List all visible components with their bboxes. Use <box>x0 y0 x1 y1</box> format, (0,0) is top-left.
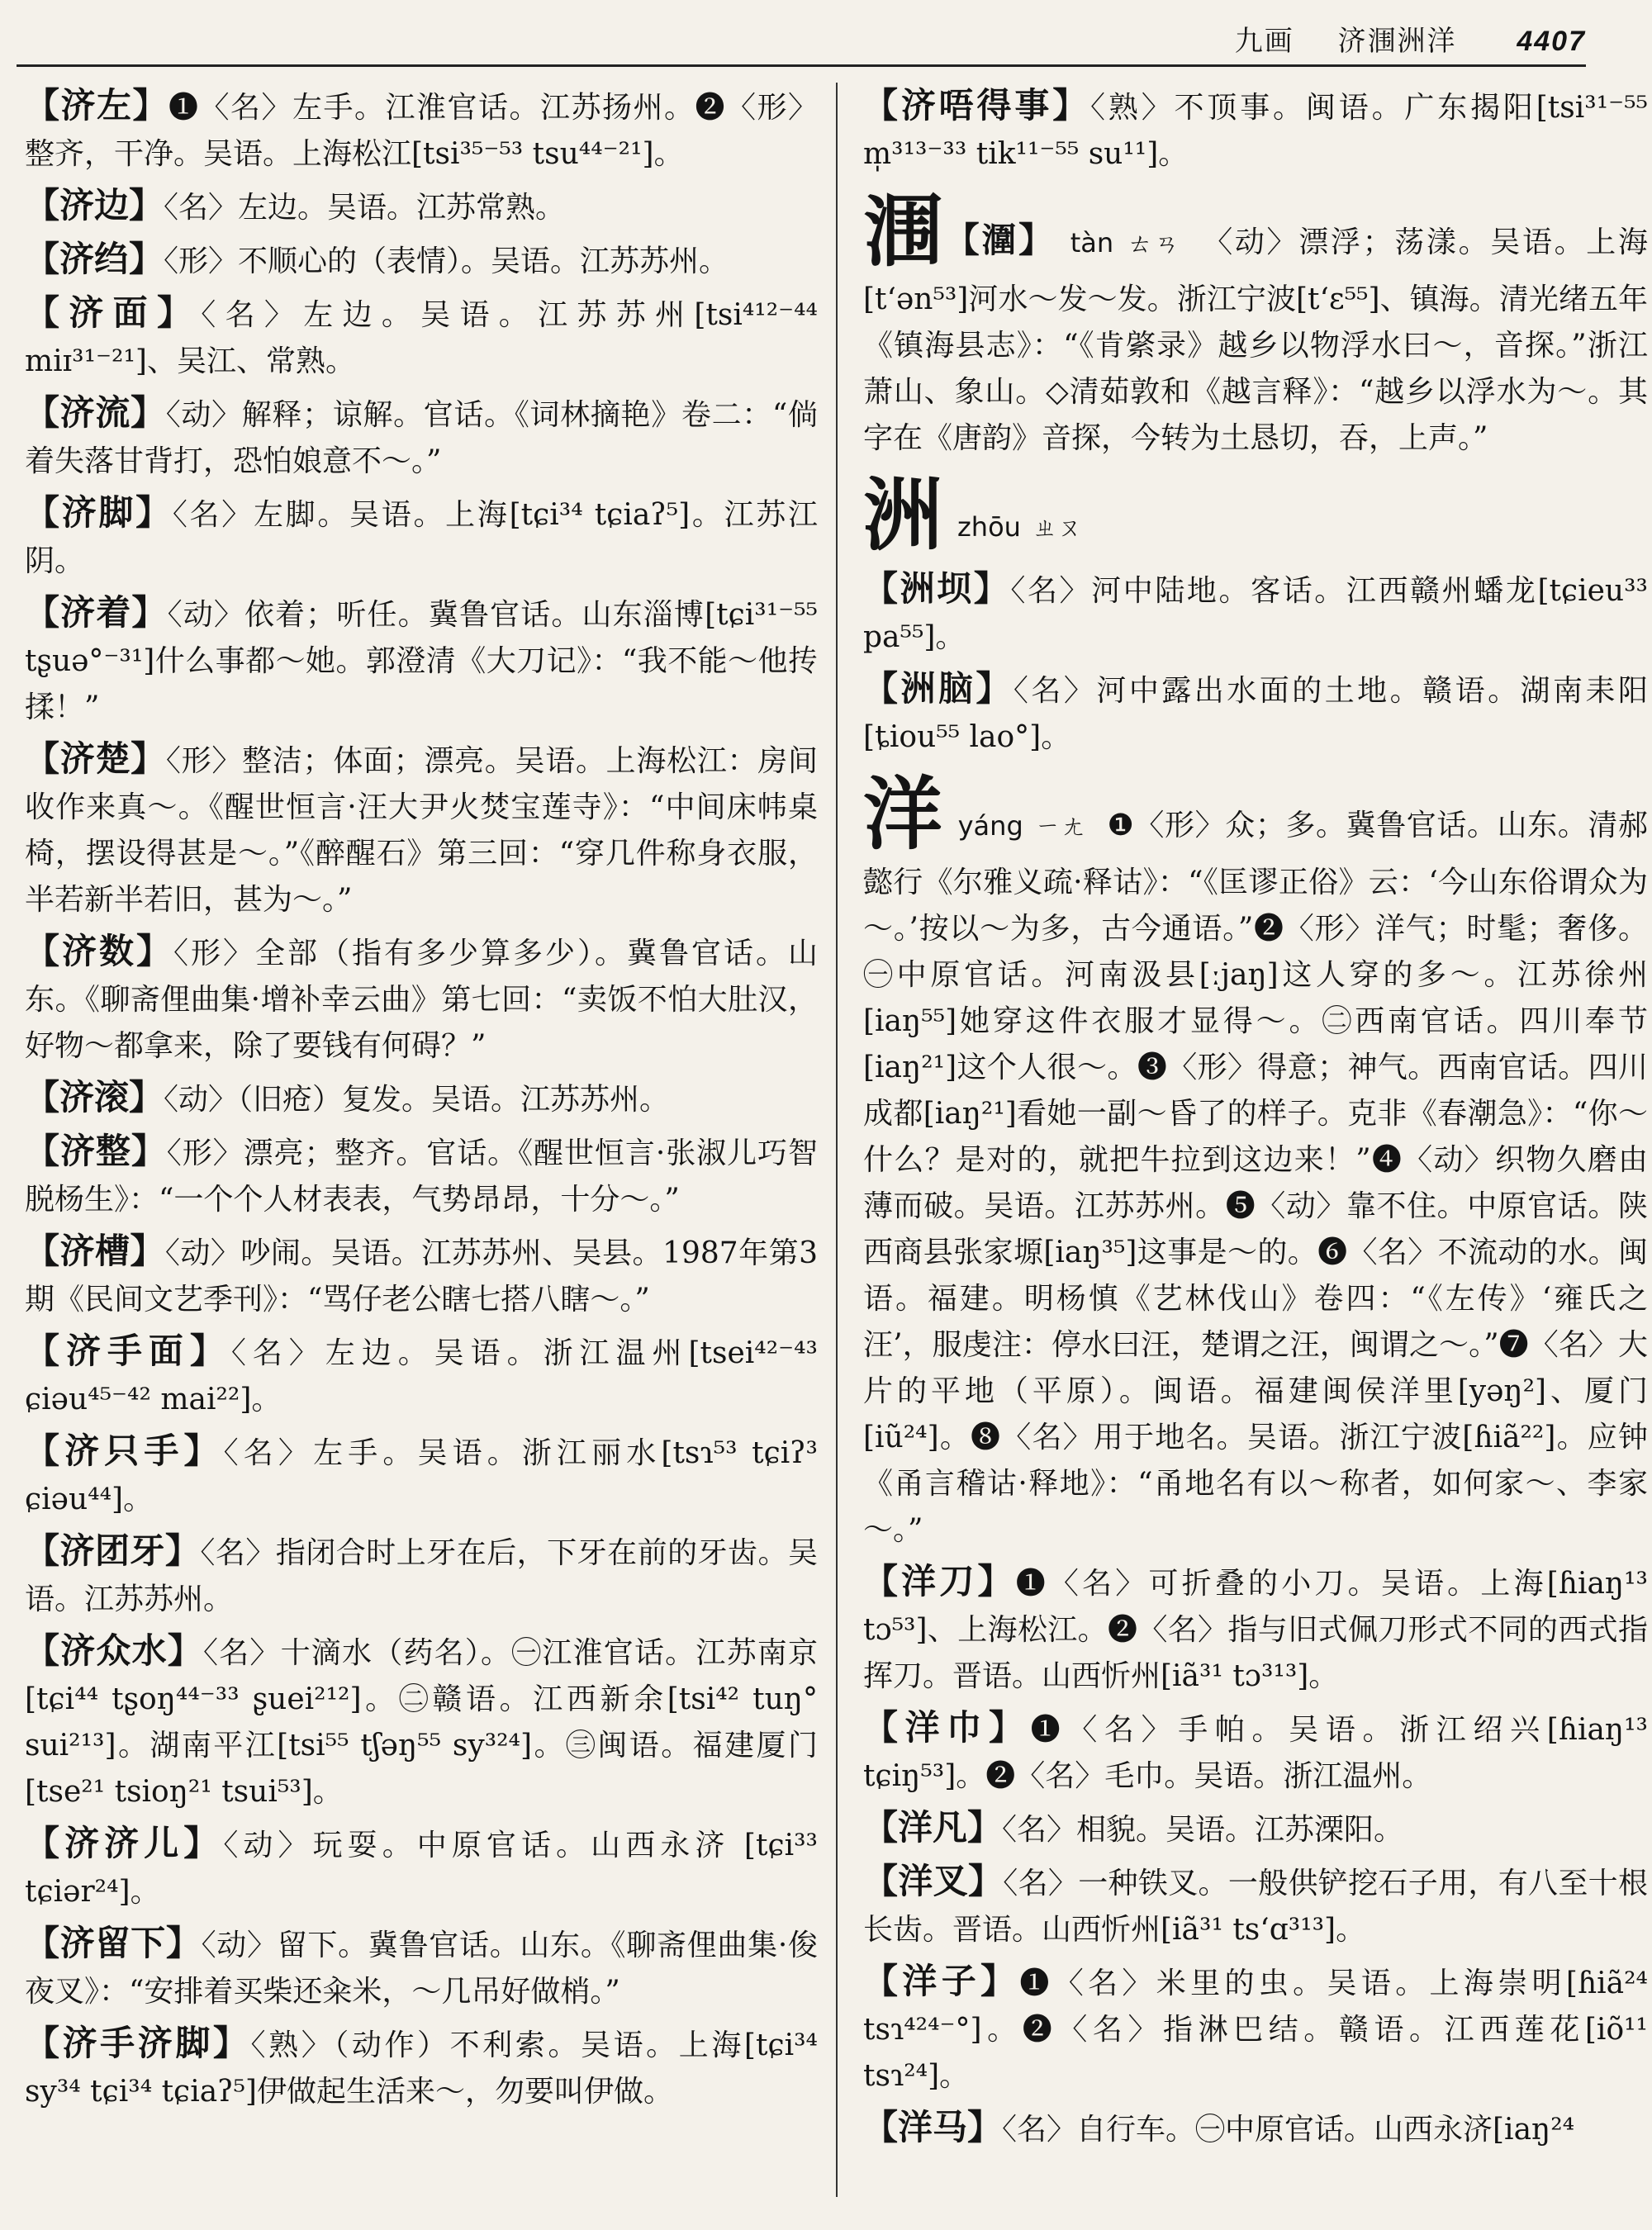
definition: 〈名〉左边。吴语。浙江温州[tsei⁴²⁻⁴³ ɕiəu⁴⁵⁻⁴² mai²²]。 <box>25 1336 818 1416</box>
headword: 【济边】 <box>25 185 164 225</box>
definition: 〈形〉全部（指有多少算多少）。冀鲁官话。山东。《聊斋俚曲集·增补幸云曲》第七回：“卖饭不怕大肚汉，好物～都拿来，除了要钱有何碍？” <box>25 937 818 1063</box>
dictionary-entry <box>863 83 1648 178</box>
running-header <box>1235 18 1586 59</box>
definition: 〈动〉漂浮；荡漾。吴语。上海[t‘ən⁵³]河水～发～发。浙江宁波[t‘ɛ⁵⁵]、镇海。清光绪五年《镇海县志》：“《肯綮录》越乡以物浮水曰～，音探。”浙江萧山、象山。◇清茹敦和《越言释》：“越乡以浮水为～。其字在《唐韵》音探，今转为土恳切，吞，上声。” <box>863 225 1648 455</box>
headword: 【济左】 <box>25 85 169 126</box>
right-column <box>863 83 1648 2213</box>
section-label: 九画 <box>1234 25 1294 58</box>
definition: 〈名〉河中陆地。客话。江西赣州蟠龙[tɕieu³³ pa⁵⁵]。 <box>863 574 1648 654</box>
definition: 〈动〉（旧疮）复发。吴语。江苏苏州。 <box>164 1083 670 1117</box>
dictionary-entry <box>25 390 818 485</box>
headword: 【洋巾】 <box>863 1707 1031 1748</box>
head-character: 洋 <box>863 767 943 861</box>
pinyin: yáng <box>957 810 1023 842</box>
pinyin: zhōu <box>957 511 1021 543</box>
definition: 〈形〉漂亮；整齐。官话。《醒世恒言·张淑儿巧智脱杨生》：“一个个人材表表，气势昂昂，十分～。” <box>25 1136 818 1217</box>
headword: 【济槽】 <box>25 1231 165 1271</box>
head-character-entry <box>863 470 1648 561</box>
dictionary-entry <box>25 183 818 231</box>
header-words: 济涠洲洋 <box>1337 25 1457 58</box>
headword: 【济团牙】 <box>25 1530 201 1571</box>
headword: 【济只手】 <box>25 1431 224 1471</box>
zhuyin: ㄓㄡ <box>1032 514 1082 543</box>
dictionary-entry <box>863 666 1648 761</box>
headword: 【济楚】 <box>25 738 166 779</box>
headword: 【济数】 <box>25 931 173 971</box>
headword: 【济流】 <box>25 392 166 433</box>
definition: 〈名〉左手。吴语。浙江丽水[tsɿ⁵³ tɕiʔ³ ɕiəu⁴⁴]。 <box>25 1436 818 1516</box>
definition: 〈熟〉不顶事。闽语。广东揭阳[tsi³¹⁻⁵⁵ m̩³¹³⁻³³ tik¹¹⁻⁵⁵ su¹¹]。 <box>863 91 1648 171</box>
dictionary-entry <box>25 1820 818 1915</box>
headword: 【济手济脚】 <box>25 2023 251 2063</box>
headword: 【济绉】 <box>25 239 164 279</box>
head-character-entry <box>863 186 1648 462</box>
headword: 【济脚】 <box>25 492 173 533</box>
headword: 【济留下】 <box>25 1923 202 1963</box>
dictionary-entry <box>863 1705 1648 1800</box>
dictionary-entry <box>25 490 818 585</box>
definition: 〈形〉不顺心的（表情）。吴语。江苏苏州。 <box>164 244 729 278</box>
definition: 〈名〉左脚。吴语。上海[tɕi³⁴ tɕiaʔ⁵]。江苏江阴。 <box>25 498 818 578</box>
dictionary-entry <box>25 590 818 731</box>
headword: 【济手面】 <box>25 1331 231 1371</box>
page-number: 4407 <box>1517 26 1586 57</box>
dictionary-entry <box>25 1128 818 1223</box>
header-rule <box>17 64 1586 67</box>
definition: ❶〈形〉众；多。冀鲁官话。山东。清郝懿行《尔雅义疏·释诂》：“《匡谬正俗》云：‘今山东俗谓众为～。’按以～为多，古今通语。”❷〈形〉洋气；时髦；奢侈。㊀中原官话。河南汲县[ːjaŋ]这人穿的多～。江苏徐州[iaŋ⁵⁵]她穿这件衣服才显得～。㊁西南官话。四川奉节[iaŋ²¹]这个人很～。❸〈形〉得意；神气。西南官话。四川成都[iaŋ²¹]看她一副～昏了的样子。克非《春潮急》：“你～什么？是对的，就把牛拉到这边来！”❹〈动〉织物久磨由薄而破。吴语。江苏苏州。❺〈动〉靠不住。中原官话。陕西商县张家塬[iaŋ³⁵]这事是～的。❻〈名〉不流动的水。闽语。福建。明杨慎《艺林伐山》卷四：“《左传》‘雍氏之汪’，服虔注：停水曰汪，楚谓之汪，闽谓之～。”❼〈名〉大片的平地（平原）。闽语。福建闽侯洋里[yəŋ²]、厦门[iũ²⁴]。❽〈名〉用于地名。吴语。浙江宁波[ɦiã²²]。应钟《甬言稽诂·释地》：“甬地名有以～称者，如何家～、李家～。” <box>863 809 1648 1547</box>
definition: ❶〈名〉米里的虫。吴语。上海崇明[ɦiã²⁴ tsɿ⁴²⁴⁻°]。❷〈名〉指淋巴结。赣语。江西莲花[iõ¹¹ tsɿ²⁴]。 <box>863 1967 1648 2093</box>
zhuyin: ㄊㄢ <box>1125 230 1182 259</box>
headword: 【洋叉】 <box>863 1861 1004 1901</box>
dictionary-entry <box>25 736 818 923</box>
column-divider <box>836 83 838 2197</box>
definition: 〈名〉左边。吴语。江苏常熟。 <box>164 191 566 225</box>
definition: ❶〈名〉手帕。吴语。浙江绍兴[ɦiaŋ¹³ tɕiŋ⁵³]。❷〈名〉毛巾。吴语。浙江温州。 <box>863 1713 1648 1793</box>
dictionary-entry <box>25 1920 818 2015</box>
headword: 【洋马】 <box>863 2107 1003 2147</box>
headword: 【济滚】 <box>25 1077 164 1117</box>
zhuyin: ㄧㄤ <box>1034 813 1086 842</box>
definition: 〈名〉自行车。㊀中原官话。山西永济[iaŋ²⁴ <box>1002 2113 1575 2147</box>
pinyin: tàn <box>1070 227 1114 259</box>
dictionary-entry <box>25 928 818 1070</box>
dictionary-entry <box>25 1075 818 1123</box>
headword: 【洋刀】 <box>863 1561 1016 1601</box>
head-character: 涠 <box>863 184 945 278</box>
headword: 【济众水】 <box>25 1630 203 1671</box>
headword: 【洲坝】 <box>863 568 1011 609</box>
dictionary-entry <box>25 1228 818 1323</box>
headword: 【济面】 <box>25 292 202 333</box>
definition: ❶〈名〉左手。江淮官话。江苏扬州。❷〈形〉整齐，干净。吴语。上海松江[tsi³⁵⁻⁵³ tsu⁴⁴⁻²¹]。 <box>25 91 818 171</box>
definition: 〈名〉十滴水（药名）。㊀江淮官话。江苏南京[tɕi⁴⁴ tʂoŋ⁴⁴⁻³³ ʂuei²¹²]。㊁赣语。江西新余[tsi⁴² tuŋ° sui²¹³]。湖南平江[tsi⁵⁵ tʃəŋ⁵⁵ sy³²⁴]。㊂闽语。福建厦门[tse²¹ tsioŋ²¹ tsui⁵³]。 <box>25 1636 818 1809</box>
definition: 〈熟〉（动作）不利索。吴语。上海[tɕi³⁴ sy³⁴ tɕi³⁴ tɕiaʔ⁵]伊做起生活来～，勿要叫伊做。 <box>25 2028 818 2109</box>
definition: 〈动〉解释；谅解。官话。《词林摘艳》卷二：“倘着失落甘背打，恐怕娘意不～。” <box>25 398 818 478</box>
headword: 【济整】 <box>25 1131 167 1171</box>
dictionary-entry <box>863 2104 1648 2153</box>
left-column <box>25 83 818 2213</box>
head-character: 洲 <box>863 468 942 562</box>
dictionary-entry <box>25 1428 818 1523</box>
dictionary-entry <box>25 83 818 178</box>
dictionary-entry <box>863 1559 1648 1700</box>
headword: 【济唔得事】 <box>863 85 1091 126</box>
dictionary-entry <box>25 1628 818 1815</box>
definition: 〈动〉依着；听任。冀鲁官话。山东淄博[tɕi³¹⁻⁵⁵ tʂuə°⁻³¹]什么事都～她。郭澄清《大刀记》：“我不能～他抟揉！” <box>25 598 818 724</box>
dictionary-entry <box>863 1805 1648 1853</box>
dictionary-entry <box>863 566 1648 661</box>
definition: 〈动〉玩耍。中原官话。山西永济 [tɕi³³ tɕiər²⁴]。 <box>25 1829 818 1909</box>
definition: 〈名〉河中露出水面的土地。赣语。湖南耒阳[ȶiou⁵⁵ lao°]。 <box>863 674 1648 754</box>
headword: 【洋子】 <box>863 1961 1020 2001</box>
headword: 【洲脑】 <box>863 668 1014 709</box>
headword: 【洋凡】 <box>863 1807 1003 1848</box>
dictionary-entry <box>25 2020 818 2115</box>
headword: 【济着】 <box>25 592 168 633</box>
variant-character: 【潿】 <box>944 220 1056 260</box>
definition: 〈名〉一种铁叉。一般供铲挖石子用，有八至十根长齿。晋语。山西忻州[iã³¹ ts‘ɑ³¹³]。 <box>863 1867 1648 1947</box>
dictionary-entry <box>25 236 818 285</box>
dictionary-entry <box>25 1328 818 1423</box>
head-character-entry <box>863 769 1648 1554</box>
definition: ❶〈名〉可折叠的小刀。吴语。上海[ɦiaŋ¹³ tɔ⁵³]、上海松江。❷〈名〉指与旧式佩刀形式不同的西式指挥刀。晋语。山西忻州[iã³¹ tɔ³¹³]。 <box>863 1567 1648 1693</box>
definition: 〈动〉吵闹。吴语。江苏苏州、吴县。1987年第3期《民间文艺季刊》：“骂仔老公瞎七搭八瞎～。” <box>25 1236 818 1317</box>
dictionary-entry <box>863 1958 1648 2100</box>
definition: 〈名〉指闭合时上牙在后，下牙在前的牙齿。吴语。江苏苏州。 <box>25 1536 818 1616</box>
definition: 〈名〉相貌。吴语。江苏溧阳。 <box>1002 1813 1404 1847</box>
definition: 〈形〉整洁；体面；漂亮。吴语。上海松江：房间收作来真～。《醒世恒言·汪大尹火焚宝莲寺》：“中间床帏桌椅，摆设得甚是～。”《醉醒石》第三回：“穿几件称身衣服，半若新半若旧，甚为～。” <box>25 744 818 917</box>
definition: 〈动〉留下。冀鲁官话。山东。《聊斋俚曲集·俊夜叉》：“安排着买柴还籴米，～几吊好做梢。” <box>25 1929 818 2009</box>
headword: 【济济儿】 <box>25 1823 224 1863</box>
dictionary-entry <box>25 290 818 385</box>
dictionary-entry <box>25 1528 818 1623</box>
dictionary-entry <box>863 1858 1648 1953</box>
definition: 〈名〉左边。吴语。江苏苏州[tsi⁴¹²⁻⁴⁴ miɪ³¹⁻²¹]、吴江、常熟。 <box>25 298 818 378</box>
